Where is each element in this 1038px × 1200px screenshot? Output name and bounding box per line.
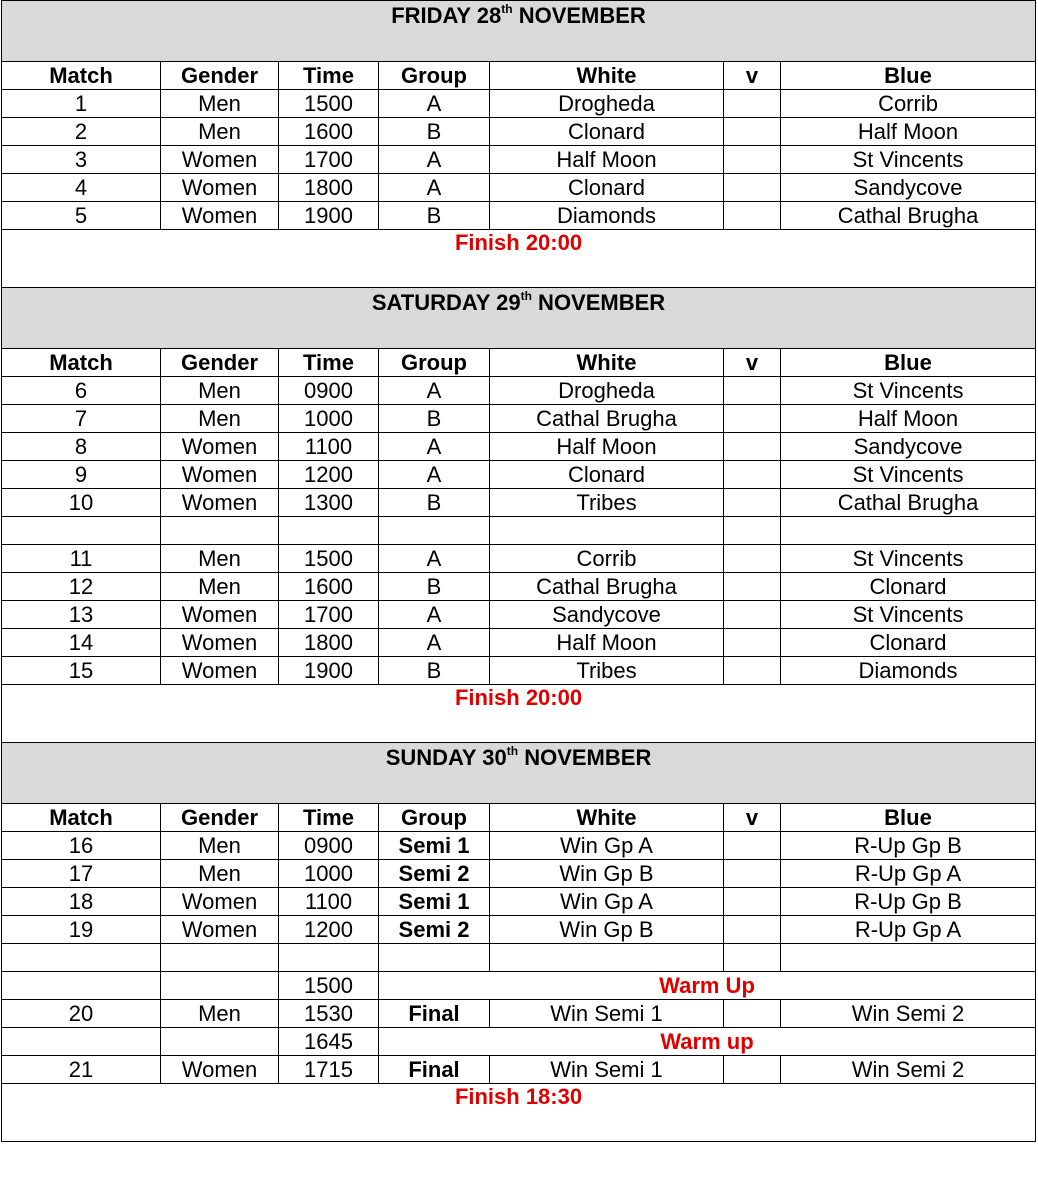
column-header-white: White [490,62,724,90]
cell-white: Win Gp A [490,888,724,916]
column-header-time: Time [279,804,379,832]
table-row [2,573,1036,601]
column-header-white: White [490,349,724,377]
cell-match [2,517,161,545]
table-row [2,517,1036,545]
cell-group: Semi 1 [379,832,490,860]
cell-match: 13 [2,601,161,629]
day-title [2,288,1036,349]
cell-group: A [379,601,490,629]
cell-time [279,517,379,545]
cell-blue: Sandycove [781,174,1036,202]
cell-blue: Cathal Brugha [781,489,1036,517]
cell-gender [161,944,279,972]
cell-v [724,118,781,146]
column-header-row [2,62,1036,90]
cell-v [724,146,781,174]
day-header-row [2,1,1036,62]
cell-gender [161,1028,279,1056]
cell-gender: Women [161,916,279,944]
cell-time: 1800 [279,629,379,657]
cell-v [724,1056,781,1084]
cell-v [724,489,781,517]
day-title-text: SATURDAY 29 [371,290,521,315]
finish-time: Finish 20:00 [2,685,1036,743]
cell-blue: R-Up Gp B [781,832,1036,860]
cell-v [724,202,781,230]
column-header-time: Time [279,349,379,377]
day-title [2,743,1036,804]
cell-group: B [379,405,490,433]
cell-group: B [379,657,490,685]
day-title-text: SUNDAY 30 [385,745,507,770]
cell-time: 1500 [279,972,379,1000]
cell-gender [161,517,279,545]
column-header-blue: Blue [781,804,1036,832]
cell-match: 17 [2,860,161,888]
cell-group [379,517,490,545]
cell-time: 1800 [279,174,379,202]
cell-white: Half Moon [490,629,724,657]
cell-group: A [379,545,490,573]
table-row [2,860,1036,888]
cell-blue: R-Up Gp A [781,860,1036,888]
cell-gender: Women [161,489,279,517]
cell-blue: R-Up Gp B [781,888,1036,916]
cell-time: 1200 [279,461,379,489]
cell-v [724,629,781,657]
cell-match [2,972,161,1000]
cell-gender: Men [161,573,279,601]
cell-blue: Clonard [781,629,1036,657]
cell-match: 12 [2,573,161,601]
table-row [2,118,1036,146]
cell-blue: St Vincents [781,601,1036,629]
cell-group: B [379,489,490,517]
cell-white [490,517,724,545]
day-title-text: FRIDAY 28 [391,3,502,28]
cell-blue: Half Moon [781,118,1036,146]
cell-white: Win Semi 1 [490,1000,724,1028]
cell-group: A [379,377,490,405]
cell-gender: Women [161,433,279,461]
day-title-ordinal: th [501,2,513,16]
cell-group: B [379,118,490,146]
cell-match: 18 [2,888,161,916]
table-row [2,1056,1036,1084]
cell-white: Cathal Brugha [490,405,724,433]
cell-time: 1600 [279,118,379,146]
cell-white: Clonard [490,461,724,489]
cell-v [724,573,781,601]
cell-time: 1700 [279,146,379,174]
cell-match: 10 [2,489,161,517]
table-row [2,377,1036,405]
cell-white: Win Semi 1 [490,1056,724,1084]
table-row [2,174,1036,202]
cell-v [724,405,781,433]
cell-v [724,1000,781,1028]
day-title-ordinal: th [520,289,532,303]
cell-blue: St Vincents [781,545,1036,573]
cell-blue: Clonard [781,573,1036,601]
cell-v [724,916,781,944]
column-header-gender: Gender [161,62,279,90]
finish-row [2,230,1036,288]
table-row [2,944,1036,972]
cell-match: 5 [2,202,161,230]
column-header-match: Match [2,62,161,90]
table-row [2,545,1036,573]
day-title [2,1,1036,62]
cell-match: 21 [2,1056,161,1084]
column-header-blue: Blue [781,349,1036,377]
table-row [2,405,1036,433]
column-header-group: Group [379,349,490,377]
cell-white: Win Gp A [490,832,724,860]
finish-row [2,1084,1036,1142]
day-title-month: NOVEMBER [512,3,646,28]
cell-group: A [379,461,490,489]
cell-white: Tribes [490,657,724,685]
cell-match: 6 [2,377,161,405]
cell-time: 1300 [279,489,379,517]
column-header-row [2,349,1036,377]
cell-white: Cathal Brugha [490,573,724,601]
column-header-v: v [724,349,781,377]
cell-match: 14 [2,629,161,657]
cell-blue: Diamonds [781,657,1036,685]
cell-time: 1100 [279,888,379,916]
cell-time: 1715 [279,1056,379,1084]
cell-white: Clonard [490,174,724,202]
cell-group: Final [379,1056,490,1084]
cell-white: Tribes [490,489,724,517]
cell-v [724,377,781,405]
cell-match: 2 [2,118,161,146]
column-header-match: Match [2,349,161,377]
column-header-v: v [724,804,781,832]
cell-match: 9 [2,461,161,489]
cell-white: Sandycove [490,601,724,629]
table-row [2,1028,1036,1056]
cell-gender: Women [161,657,279,685]
cell-match: 16 [2,832,161,860]
cell-gender: Women [161,1056,279,1084]
table-row [2,916,1036,944]
cell-white: Clonard [490,118,724,146]
cell-time: 0900 [279,377,379,405]
cell-time: 1200 [279,916,379,944]
column-header-white: White [490,804,724,832]
cell-blue [781,517,1036,545]
cell-time: 1000 [279,860,379,888]
cell-group: A [379,433,490,461]
cell-blue: St Vincents [781,461,1036,489]
cell-white: Win Gp B [490,860,724,888]
warm-up-label: Warm Up [659,972,755,998]
cell-white [490,944,724,972]
day-title-month: NOVEMBER [518,745,652,770]
cell-match: 11 [2,545,161,573]
column-header-time: Time [279,62,379,90]
finish-row [2,685,1036,743]
cell-gender: Men [161,90,279,118]
finish-time: Finish 20:00 [2,230,1036,288]
cell-v [724,461,781,489]
cell-v [724,545,781,573]
column-header-blue: Blue [781,62,1036,90]
cell-white: Diamonds [490,202,724,230]
cell-white: Win Gp B [490,916,724,944]
cell-match [2,1028,161,1056]
cell-group: A [379,146,490,174]
cell-v [724,860,781,888]
cell-group: Semi 2 [379,860,490,888]
cell-blue: Half Moon [781,405,1036,433]
cell-match: 7 [2,405,161,433]
cell-white: Drogheda [490,90,724,118]
column-header-group: Group [379,804,490,832]
cell-match [2,944,161,972]
cell-gender [161,972,279,1000]
cell-time: 1530 [279,1000,379,1028]
cell-gender: Men [161,545,279,573]
cell-time [279,944,379,972]
cell-v [724,517,781,545]
cell-white: Half Moon [490,433,724,461]
table-row [2,489,1036,517]
cell-group: A [379,629,490,657]
cell-white: Drogheda [490,377,724,405]
table-row [2,629,1036,657]
cell-blue [781,944,1036,972]
column-header-gender: Gender [161,349,279,377]
fixture-schedule-table [1,0,1036,1142]
cell-gender: Men [161,118,279,146]
cell-group: B [379,573,490,601]
cell-v [724,433,781,461]
cell-gender: Women [161,174,279,202]
cell-group: A [379,174,490,202]
table-row [2,972,1036,1000]
cell-v [724,174,781,202]
cell-v [724,832,781,860]
cell-match: 20 [2,1000,161,1028]
cell-blue: St Vincents [781,146,1036,174]
cell-time: 1600 [279,573,379,601]
cell-match: 3 [2,146,161,174]
column-header-row [2,804,1036,832]
table-row [2,433,1036,461]
cell-group: Final [379,1000,490,1028]
cell-group: Semi 2 [379,916,490,944]
warm-up-cell [379,1028,1036,1056]
cell-gender: Women [161,202,279,230]
cell-match: 1 [2,90,161,118]
cell-time: 1700 [279,601,379,629]
cell-gender: Men [161,1000,279,1028]
column-header-gender: Gender [161,804,279,832]
cell-gender: Men [161,405,279,433]
cell-gender: Women [161,629,279,657]
cell-group: B [379,202,490,230]
cell-group: A [379,90,490,118]
cell-blue: Cathal Brugha [781,202,1036,230]
cell-blue: St Vincents [781,377,1036,405]
table-row [2,657,1036,685]
table-row [2,888,1036,916]
warm-up-cell [379,972,1036,1000]
cell-v [724,601,781,629]
column-header-match: Match [2,804,161,832]
cell-gender: Women [161,888,279,916]
cell-gender: Men [161,377,279,405]
cell-blue: Sandycove [781,433,1036,461]
cell-blue: R-Up Gp A [781,916,1036,944]
cell-gender: Women [161,146,279,174]
table-row [2,461,1036,489]
table-row [2,146,1036,174]
cell-time: 1900 [279,202,379,230]
cell-blue: Corrib [781,90,1036,118]
table-row [2,832,1036,860]
day-header-row [2,288,1036,349]
cell-match: 4 [2,174,161,202]
day-title-ordinal: th [506,744,519,758]
cell-group [379,944,490,972]
cell-white: Half Moon [490,146,724,174]
cell-v [724,657,781,685]
cell-time: 1500 [279,545,379,573]
cell-match: 15 [2,657,161,685]
cell-time: 1645 [279,1028,379,1056]
cell-match: 8 [2,433,161,461]
day-header-row [2,743,1036,804]
cell-time: 1900 [279,657,379,685]
table-row [2,601,1036,629]
cell-blue: Win Semi 2 [781,1000,1036,1028]
table-row [2,202,1036,230]
table-row [2,1000,1036,1028]
cell-time: 0900 [279,832,379,860]
column-header-group: Group [379,62,490,90]
cell-v [724,90,781,118]
table-row [2,90,1036,118]
cell-time: 1000 [279,405,379,433]
day-title-month: NOVEMBER [531,290,666,315]
cell-white: Corrib [490,545,724,573]
cell-gender: Men [161,860,279,888]
finish-time: Finish 18:30 [2,1084,1036,1142]
cell-v [724,888,781,916]
cell-gender: Men [161,832,279,860]
warm-up-label: Warm up [660,1028,754,1054]
cell-gender: Women [161,461,279,489]
cell-v [724,944,781,972]
cell-time: 1500 [279,90,379,118]
cell-blue: Win Semi 2 [781,1056,1036,1084]
column-header-v: v [724,62,781,90]
cell-group: Semi 1 [379,888,490,916]
cell-match: 19 [2,916,161,944]
cell-gender: Women [161,601,279,629]
cell-time: 1100 [279,433,379,461]
